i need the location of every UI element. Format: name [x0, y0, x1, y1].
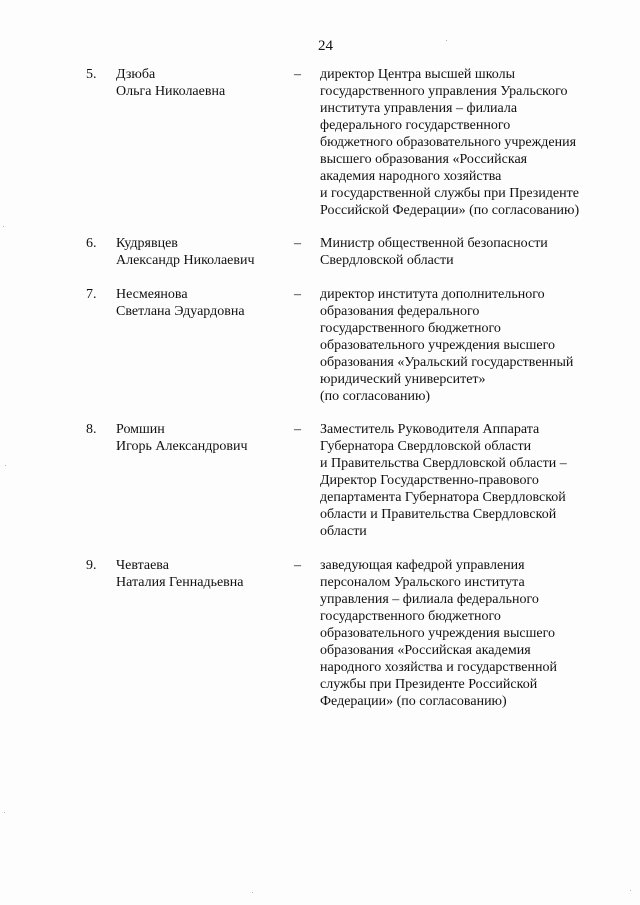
position-line: департамента Губернатора Свердловской — [320, 490, 566, 505]
position-description — [320, 421, 610, 540]
scan-speck — [630, 890, 631, 891]
surname: Ромшин — [116, 422, 165, 437]
position-line: директор института дополнительного — [320, 287, 545, 302]
position-line: управления – филиала федерального — [320, 592, 539, 607]
position-line: государственного управления Уральского — [320, 84, 568, 99]
entry-number: 9. — [86, 558, 97, 573]
entry-number: 6. — [86, 236, 97, 251]
scan-speck — [5, 465, 6, 466]
scan-speck — [4, 812, 5, 813]
dash-separator: – — [294, 422, 301, 437]
position-line: института управления – филиала — [320, 101, 518, 116]
position-line: образовательного учреждения высшего — [320, 626, 555, 641]
position-line: области и Правительства Свердловской — [320, 507, 557, 522]
position-description — [320, 235, 610, 269]
position-line: Директор Государственно-правового — [320, 473, 539, 488]
position-line: директор Центра высшей школы — [320, 67, 515, 82]
person-name — [116, 66, 286, 100]
entry-number: 8. — [86, 422, 97, 437]
position-line: образования «Уральский государственный — [320, 355, 574, 370]
position-line: бюджетного образовательного учреждения — [320, 135, 577, 150]
given-names: Александр Николаевич — [116, 253, 255, 268]
position-description — [320, 557, 610, 710]
position-line: области — [320, 524, 367, 539]
position-line: и Правительства Свердловской области – — [320, 456, 567, 471]
position-line: Заместитель Руководителя Аппарата — [320, 422, 540, 437]
entry-number: 5. — [86, 67, 97, 82]
dash-separator: – — [294, 67, 301, 82]
position-line: государственного бюджетного — [320, 609, 501, 624]
dash-separator: – — [294, 236, 301, 251]
page-number: 24 — [318, 38, 333, 54]
surname: Дзюба — [116, 67, 156, 82]
entry-number: 7. — [86, 287, 97, 302]
position-description — [320, 286, 610, 405]
surname: Чевтаева — [116, 558, 169, 573]
position-line: образования «Российская академия — [320, 643, 531, 658]
position-line: заведующая кафедрой управления — [320, 558, 525, 573]
person-name — [116, 235, 286, 269]
position-line: юридический университет» — [320, 372, 486, 387]
person-name — [116, 421, 286, 455]
position-line: высшего образования «Российская — [320, 152, 528, 167]
dash-separator: – — [294, 558, 301, 573]
given-names: Светлана Эдуардовна — [116, 304, 245, 319]
position-line: академия народного хозяйства — [320, 169, 502, 184]
person-name — [116, 286, 286, 320]
dash-separator: – — [294, 287, 301, 302]
person-name — [116, 557, 286, 591]
position-line: Министр общественной безопасности — [320, 236, 548, 251]
position-line: народного хозяйства и государственной — [320, 660, 557, 675]
position-line: Губернатора Свердловской области — [320, 439, 532, 454]
position-line: образования федерального — [320, 304, 480, 319]
position-line: федерального государственного — [320, 118, 511, 133]
given-names: Ольга Николаевна — [116, 84, 226, 99]
position-description — [320, 66, 610, 219]
position-line: персоналом Уральского института — [320, 575, 525, 590]
surname: Несмеянова — [116, 287, 188, 302]
surname: Кудрявцев — [116, 236, 178, 251]
scan-speck — [446, 40, 447, 41]
position-line: Федерации» (по согласованию) — [320, 694, 507, 709]
given-names: Наталия Геннадьевна — [116, 575, 244, 590]
position-line: службы при Президенте Российской — [320, 677, 538, 692]
position-line: и государственной службы при Президенте — [320, 186, 579, 201]
scan-speck — [252, 892, 253, 893]
scan-speck — [3, 226, 4, 227]
position-line: образовательного учреждения высшего — [320, 338, 555, 353]
position-line: Свердловской области — [320, 253, 454, 268]
position-line: Российской Федерации» (по согласованию) — [320, 203, 580, 218]
position-line: (по согласованию) — [320, 389, 431, 404]
given-names: Игорь Александрович — [116, 439, 248, 454]
position-line: государственного бюджетного — [320, 321, 501, 336]
